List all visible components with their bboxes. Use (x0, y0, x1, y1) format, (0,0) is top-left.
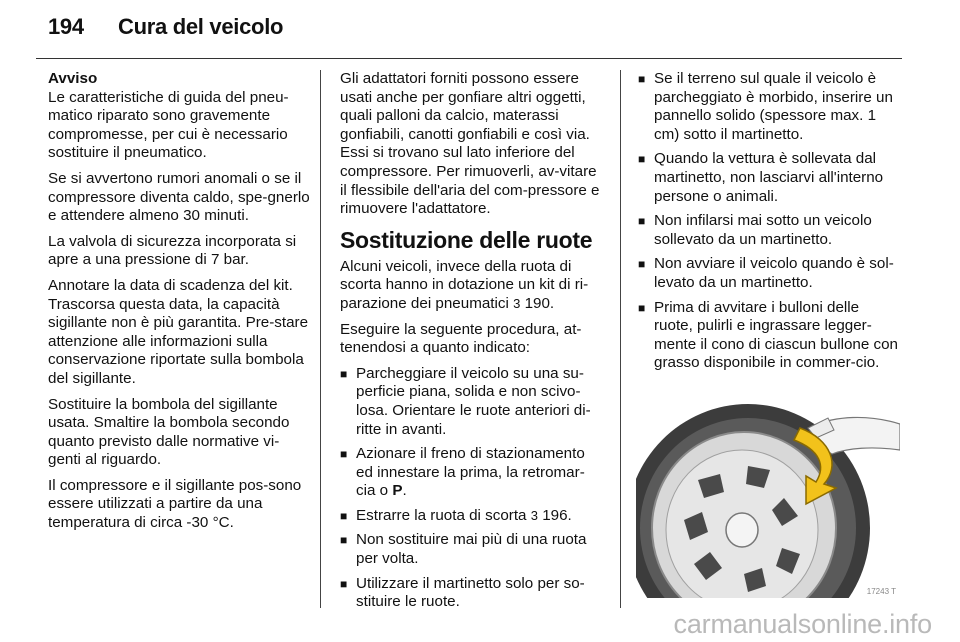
hub-cap (726, 513, 758, 547)
column-3 (638, 70, 902, 379)
square-bullet-icon: ■ (340, 366, 348, 381)
list-item (638, 212, 902, 249)
paragraph: Il compressore e il sigillante pos-sono essere utilizzati a partire da una temperatura di circa -30 °C. (48, 476, 302, 532)
paragraph: Se si avvertono rumori anomali o se il compressore diventa caldo, spe-gnerlo e attendere almeno 30 minuti. (48, 169, 310, 225)
list-item-text: Non sostituire mai più di una ruota per volta. (356, 531, 587, 568)
watermark: carmanualsonline.info (673, 609, 932, 639)
column-divider (320, 70, 321, 608)
paragraph: Annotare la data di scadenza del kit. Trascorsa questa data, la capacità sigillante non è più garantita. Pre-stare attenzione alle informazioni sulla conservazione riportate sulla bombola del sigillante. (48, 276, 309, 387)
paragraph-text: Alcuni veicoli, invece della ruota di scorta hanno in dotazione un kit di ri-parazione dei pneumatici (340, 257, 589, 312)
repair-kit-paragraph (340, 258, 604, 314)
page-reference-arrow-icon: 3 (513, 295, 521, 311)
square-bullet-icon: ■ (638, 152, 646, 167)
page-number: 194 (48, 14, 84, 39)
paragraph: La valvola di sicurezza incorporata si apre a una pressione di 7 bar. (48, 232, 297, 269)
list-item-text: Non infilarsi mai sotto un veicolo sollevato da un martinetto. (654, 212, 872, 248)
list-item-text: Estrarre la ruota di scorta (356, 506, 527, 524)
page-reference-link[interactable]: 196. (542, 506, 572, 524)
square-bullet-icon: ■ (340, 533, 348, 548)
square-bullet-icon: ■ (638, 257, 646, 272)
list-item-text: Parcheggiare il veicolo su una su-perficie piana, solida e non scivo-losa. Orientare le ruote anteriori di-ritte in avanti. (356, 364, 591, 438)
list-item-text: Se il terreno sul quale il veicolo è parcheggiato è morbido, inserire un pannello solido (spessore max. 1 cm) sotto il martinetto. (654, 70, 893, 143)
list-item-text: Azionare il freno di stazionamento ed innestare la prima, la retromar-cia o (356, 445, 585, 500)
notice-text: Le caratteristiche di guida del pneu-matico riparato sono gravemente compromesse, per cui è necessario sostituire il pneumatico. (48, 88, 289, 162)
page-reference-link[interactable]: 190. (524, 294, 555, 312)
list-item (638, 70, 902, 144)
notice-block (48, 70, 310, 163)
header-rule (36, 58, 902, 59)
list-item-text: Non avviare il veicolo quando è sol-levato da un martinetto. (654, 255, 894, 291)
procedure-intro: Eseguire la seguente procedura, at-tenendosi a quanto indicato: (340, 320, 582, 357)
list-item-text: Utilizzare il martinetto solo per so-stituire le ruote. (356, 574, 585, 611)
list-item (638, 299, 902, 373)
list-item (340, 575, 604, 612)
square-bullet-icon: ■ (340, 447, 348, 462)
page-header (48, 14, 908, 48)
square-bullet-icon: ■ (340, 576, 348, 591)
figure-code: 17243 T (866, 587, 896, 596)
list-item (340, 531, 604, 568)
column-2 (340, 70, 604, 618)
list-item (340, 365, 604, 439)
list-item: ■ Azionare il freno di stazionamento ed innestare la prima, la retromar-cia o P. (340, 445, 585, 500)
safety-list (638, 70, 902, 373)
notice-title: Avviso (48, 70, 98, 87)
section-heading: Sostituzione delle ruote (340, 226, 593, 253)
gear-position-p: P (392, 482, 403, 500)
chapter-title: Cura del veicolo (118, 14, 284, 39)
square-bullet-icon: ■ (638, 300, 646, 315)
list-item-text: Quando la vettura è sollevata dal martinetto, non lasciarvi all'interno persone o animali. (654, 150, 884, 205)
adapter-paragraph: Gli adattatori forniti possono essere usati anche per gonfiare altri oggetti, quali palloni da calcio, materassi gonfiabili, canotti gonfiabili e così via. Essi si trovano sul lato inferiore del compressore. Per rimuoverli, av-vitare il flessibile dell'aria del com-pressore e rimuovere l'adattatore. (340, 70, 600, 218)
column-divider (620, 70, 621, 608)
list-item (638, 255, 902, 292)
list-item (340, 507, 604, 526)
list-item-text: Prima di avvitare i bulloni delle ruote, pulirli e ingrassare legger-mente il cono di ciascun bullone con grasso disponibile in commer-cio. (654, 298, 898, 372)
wheel-drawing (636, 388, 900, 598)
page-reference-arrow-icon: 3 (530, 507, 538, 523)
list-item (638, 150, 902, 206)
wheel-cover-illustration (636, 388, 900, 598)
paragraph: Sostituire la bombola del sigillante usata. Smaltire la bombola secondo quanto previsto dalle normative vi-genti al riguardo. (48, 395, 290, 469)
square-bullet-icon: ■ (638, 214, 646, 229)
column-1 (48, 70, 310, 540)
square-bullet-icon: ■ (638, 72, 646, 86)
square-bullet-icon: ■ (340, 508, 348, 523)
procedure-list (340, 365, 604, 612)
